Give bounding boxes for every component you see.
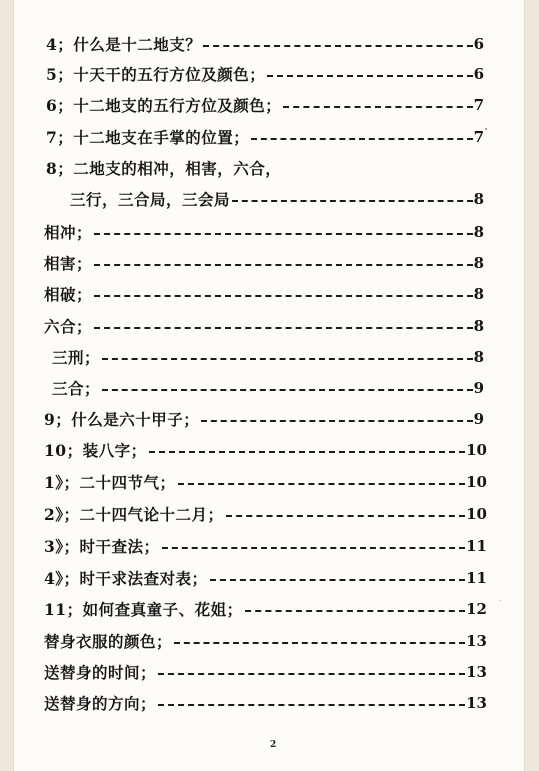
toc-entry-title: 三合； [52, 379, 101, 398]
toc-entry [44, 565, 487, 591]
toc-dash-leader [94, 233, 473, 235]
toc-entry-title: 2》；二十四气论十二月； [44, 505, 224, 524]
toc-entry [44, 469, 487, 495]
toc-entry-page: 11 [466, 537, 487, 555]
toc-entry-page: 7 [473, 128, 484, 146]
toc-entry-page: 8 [473, 285, 484, 303]
toc-entry [46, 61, 484, 87]
toc-entry-title: 7；十二地支在手掌的位置； [46, 128, 250, 147]
toc-entry [46, 92, 484, 118]
toc-entry-page: 6 [473, 65, 484, 83]
toc-dash-leader [94, 295, 473, 297]
toc-entry [44, 690, 487, 716]
toc-entry [46, 124, 484, 150]
toc-entry-title: 相冲； [44, 223, 93, 242]
toc-entry-title: 三刑； [52, 348, 101, 367]
toc-entry-page: 10 [466, 473, 487, 491]
toc-entry-title: 4》；时干求法查对表； [44, 569, 208, 588]
toc-entry-title: 送替身的时间； [44, 663, 157, 682]
toc-dash-leader [203, 45, 472, 47]
toc-entry-title: 5；十天干的五行方位及颜色； [46, 65, 266, 84]
toc-entry [44, 281, 484, 307]
toc-entry-page: 10 [466, 505, 487, 523]
toc-entry-page: 9 [473, 379, 484, 397]
toc-entry-title: 相害； [44, 254, 93, 273]
toc-entry [44, 250, 484, 276]
scan-speck [485, 128, 487, 130]
toc-dash-leader [201, 420, 472, 422]
toc-dash-leader [94, 264, 473, 266]
document-page [14, 0, 524, 771]
toc-dash-leader [267, 75, 472, 77]
toc-entry-page: 9 [473, 410, 484, 428]
toc-entry [52, 344, 484, 370]
toc-dash-leader [149, 451, 466, 453]
page-number: 2 [270, 740, 277, 750]
toc-entry [44, 533, 487, 559]
toc-entry [44, 219, 484, 245]
toc-entry-title: 3》；时干查法； [44, 537, 160, 556]
toc-entry [44, 501, 487, 527]
toc-entry-title: 11；如何查真童子、花姐； [44, 600, 243, 619]
toc-dash-leader [283, 106, 472, 108]
toc-dash-leader [226, 515, 466, 517]
toc-entry [44, 406, 484, 432]
toc-dash-leader [102, 389, 473, 391]
toc-entry [44, 659, 487, 685]
toc-dash-leader [102, 358, 473, 360]
toc-entry-page: 10 [466, 441, 487, 459]
toc-entry [46, 155, 346, 181]
toc-entry-page: 8 [473, 348, 484, 366]
toc-dash-leader [251, 138, 472, 140]
toc-dash-leader [158, 704, 465, 706]
toc-dash-leader [94, 327, 473, 329]
toc-entry-page: 8 [473, 223, 484, 241]
toc-entry [44, 437, 487, 463]
toc-entry [44, 628, 487, 654]
toc-entry-page: 6 [473, 35, 484, 53]
toc-entry-page: 13 [466, 663, 487, 681]
toc-dash-leader [210, 579, 466, 581]
toc-entry-page: 13 [466, 694, 487, 712]
toc-entry-page: 11 [466, 569, 487, 587]
toc-entry-title: 相破； [44, 285, 93, 304]
toc-entry-page: 13 [466, 632, 487, 650]
toc-entry-page: 12 [466, 600, 487, 618]
toc-entry-title: 三行，三合局，三会局 [70, 190, 231, 209]
toc-entry-title: 10；装八字； [44, 441, 147, 460]
toc-dash-leader [232, 200, 473, 202]
toc-dash-leader [162, 547, 466, 549]
toc-entry-title: 8；二地支的相冲，相害，六合， [46, 159, 282, 178]
toc-entry-title: 送替身的方向； [44, 694, 157, 713]
toc-entry-title: 4；什么是十二地支？ [46, 35, 202, 54]
toc-entry-page: 8 [473, 254, 484, 272]
toc-entry-title: 1》；二十四节气； [44, 473, 176, 492]
toc-entry [44, 313, 484, 339]
toc-entry-title: 6；十二地支的五行方位及颜色； [46, 96, 282, 115]
toc-entry-page: 8 [473, 317, 484, 335]
toc-entry-page: 8 [473, 190, 484, 208]
toc-entry-title: 六合； [44, 317, 93, 336]
toc-entry [70, 186, 484, 212]
toc-entry-title: 9；什么是六十甲子； [44, 410, 200, 429]
toc-entry [46, 31, 484, 57]
toc-entry-page: 7 [473, 96, 484, 114]
toc-dash-leader [158, 673, 465, 675]
scan-speck [500, 600, 501, 601]
toc-entry [52, 375, 484, 401]
toc-dash-leader [174, 642, 465, 644]
toc-dash-leader [178, 483, 466, 485]
toc-entry-title: 替身衣服的颜色； [44, 632, 173, 651]
toc-dash-leader [245, 610, 466, 612]
toc-entry [44, 596, 487, 622]
